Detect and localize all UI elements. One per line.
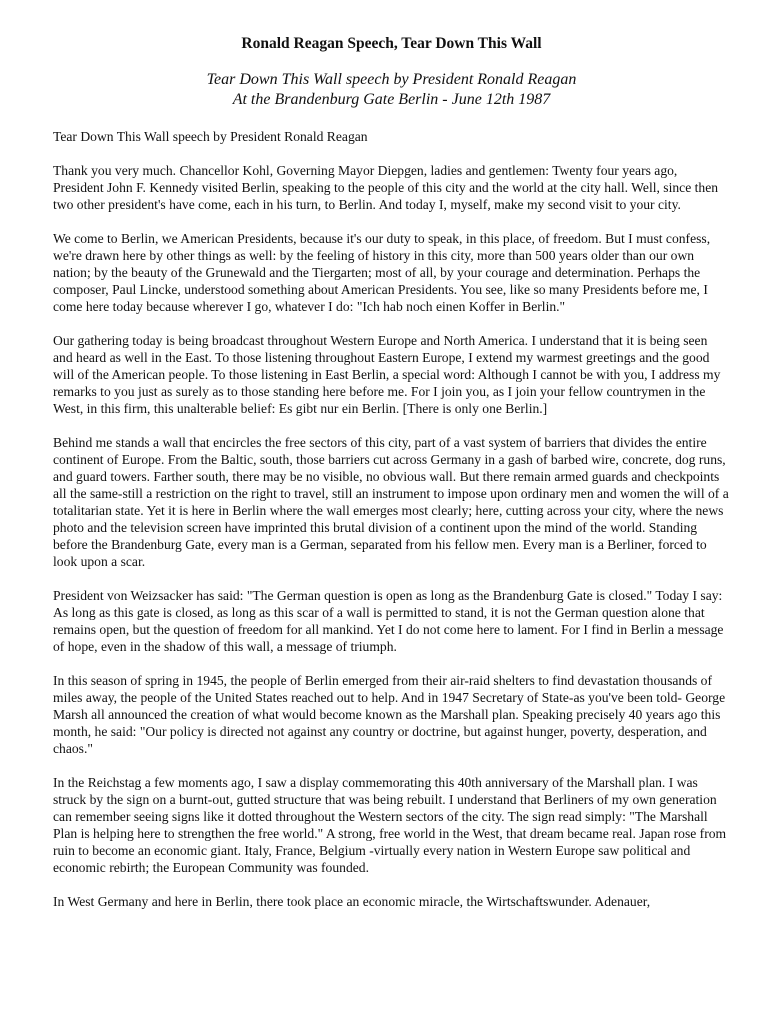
speech-paragraph: In this season of spring in 1945, the people of Berlin emerged from their air-raid shelters to find devastation thousands of miles away, the people of the United States reached out to help. And in 1947 Secretary of State-as you've been told- George Marsh all announced the creation of what would become known as the Marshall plan. Speaking precisely 40 years ago this month, he said: "Our policy is directed not against any country or doctrine, but against hunger, poverty, desperation, and chaos." <box>53 673 726 756</box>
subtitle-line: At the Brandenburg Gate Berlin - June 12th 1987 <box>232 91 551 108</box>
speech-paragraph: Our gathering today is being broadcast throughout Western Europe and North America. I understand that it is being seen and heard as well in the East. To those listening throughout Eastern Europe, I extend my warmest greetings and the good will of the American people. To those listening in East Berlin, a special word: Although I cannot be with you, I address my remarks to you just as surely as to those standing here before me. For I join you, as I join your fellow countrymen in the West, in this firm, this unalterable belief: Es gibt nur ein Berlin. [There is only one Berlin.] <box>53 333 721 416</box>
subtitle-line: Tear Down This Wall speech by President Ronald Reagan <box>206 71 577 88</box>
document-title: Ronald Reagan Speech, Tear Down This Wall <box>241 35 542 52</box>
speech-paragraph: In West Germany and here in Berlin, there took place an economic miracle, the Wirtschaftswunder. Adenauer, <box>53 894 651 909</box>
document-subtitle <box>53 70 730 110</box>
speech-paragraph: Thank you very much. Chancellor Kohl, Governing Mayor Diepgen, ladies and gentlemen: Twenty four years ago, President John F. Kennedy visited Berlin, speaking to the people of this city and the world at the city hall. Well, since then two other president's have come, each in his turn, to Berlin. And today I, myself, make my second visit to your city. <box>53 163 719 212</box>
intro-line: Tear Down This Wall speech by President Ronald Reagan <box>53 129 368 144</box>
speech-paragraph: We come to Berlin, we American Presidents, because it's our duty to speak, in this place, of freedom. But I must confess, we're drawn here by other things as well: by the feeling of history in this city, more than 500 years older than our own nation; by the beauty of the Grunewald and the Tiergarten; most of all, by your courage and determination. Perhaps the composer, Paul Lincke, understood something about American Presidents. You see, like so many Presidents before me, I come here today because wherever I go, whatever I do: "Ich hab noch einen Koffer in Berlin." <box>53 231 711 314</box>
speech-paragraph: Behind me stands a wall that encircles the free sectors of this city, part of a vast system of barriers that divides the entire continent of Europe. From the Baltic, south, those barriers cut across Germany in a gash of barbed wire, concrete, dog runs, and guard towers. Farther south, there may be no visible, no obvious wall. But there remain armed guards and checkpoints all the same-still a restriction on the right to travel, still an instrument to impose upon ordinary men and women the will of a totalitarian state. Yet it is here in Berlin where the wall emerges most clearly; here, cutting across your city, where the news photo and the television screen have imprinted this brutal division of a continent upon the mind of the world. Standing before the Brandenburg Gate, every man is a German, separated from his fellow men. Every man is a Berliner, forced to look upon a scar. <box>53 435 729 569</box>
speech-paragraph: President von Weizsacker has said: "The German question is open as long as the Brandenburg Gate is closed." Today I say: As long as this gate is closed, as long as this scar of a wall is permitted to stand, it is not the German question alone that remains open, but the question of freedom for all mankind. Yet I do not come here to lament. For I find in Berlin a message of hope, even in the shadow of this wall, a message of triumph. <box>53 588 724 654</box>
speech-paragraph: In the Reichstag a few moments ago, I saw a display commemorating this 40th anniversary of the Marshall plan. I was struck by the sign on a burnt-out, gutted structure that was being rebuilt. I understand that Berliners of my own generation can remember seeing signs like it dotted throughout the Western sectors of the city. The sign read simply: "The Marshall Plan is helping here to strengthen the free world." A strong, free world in the West, that dream became real. Japan rose from ruin to become an economic giant. Italy, France, Belgium -virtually every nation in Western Europe saw political and economic rebirth; the European Community was founded. <box>53 775 727 875</box>
